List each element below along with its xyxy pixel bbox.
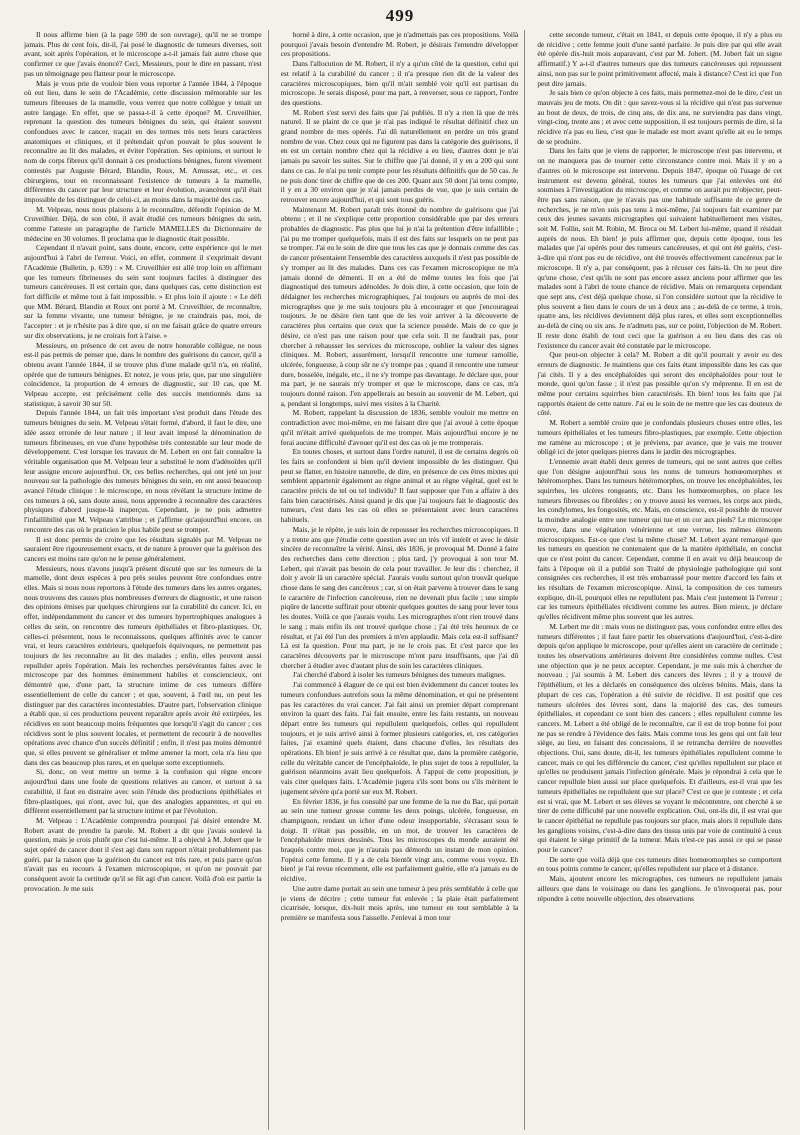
paragraph: En février 1836, je fus consulté par une femme de la rue du Bac, qui portait au sein une tumeur grosse comme les deux poings, ulcérée, fongueuse, en champignon, rendant un ichor d'une odeur insupportable, s'écrasant sous le doigt. Il n'était pas possible, en un mot, de trouver les caractères de l'encéphaloïde mieux dessinés. Tous les microscopes du monde auraient été braqués contre moi, que je n'aurais pas démordu un instant de mon opinion. J'opérai cette femme. Il y a de cela bientôt vingt ans, comme vous voyez. Eh bien! je l'ai revue récemment, elle est parfaitement guérie, elle n'a jamais eu de récidive. (280, 796, 519, 884)
paragraph: Mais, je le répète, je suis loin de repousser les recherches microscopiques. Il y a trente ans que j'étudie cette question avec un très vif intérêt et avec le désir sincère de reconnaître la vérité. Ainsi, dès 1836, je provoquai M. Donné à faire des recherches dans cette direction ; plus tard, j'y provoquai à son tour M. Lebert, qui n'avait pas besoin de cela pour travailler. Je leur dis : cherchez, il doit y avoir là un caractère spécial. J'aurais voulu surtout qu'on trouvât quelque chose dans le sang des cancéreux ; car, si on était parvenu à trouver dans le sang le caractère de l'infection cancéreuse, rien ne devenait plus facile ; une simple piqûre de lancette suffirait pour obtenir quelques gouttes de sang pour lever tous les doutes. Voilà ce que j'aurais voulu. Les micrographes n'ont rien trouvé dans le sang ; mais enfin ils ont trouvé quelque chose ; j'ai été très heureux de ce résultat, et j'ai été l'un des premiers à m'en applaudir. Mais cela est-il suffisant? Là est la question. Pour ma part, je ne le crois pas. Et c'est parce que les caractères découverts par le microscope m'ont paru insuffisants, que j'ai dû chercher à étudier avec d'autant plus de soin les caractères cliniques. (280, 524, 519, 670)
paragraph: De sorte que voilà déjà que ces tumeurs dites homœomorphes se comportent en tous points comme le cancer, qu'elles repullulent sur place et à distance. (537, 854, 782, 874)
paragraph: Que peut-on objecter à cela? M. Robert a dit qu'il pourrait y avoir eu des erreurs de diagnostic. Je maintiens que ces faits étant impossible dans les cas que j'ai cités. Il y a des encéphaloïdes qui seront des encéphaloïdes pour tout le monde, quoi qu'on fasse ; il n'est pas possible qu'on s'y méprenne. Il en est de même pour certains squirrhes bien caractérisés. Eh bien! tous les faits que j'ai rapportés étaient de cette nature. J'ai eu le soin de ne mettre que les cas douteux de côté. (537, 350, 782, 418)
paragraph: Il nous affirme bien (à la page 590 de son ouvrage), qu'il ne se trompe jamais. Plus de cent fois, dit-il, j'ai posé le diagnostic de tumeurs diverses, soit avant, soit après l'opération, et le microscope a-t-il jamais fait autre chose que confirmer ce que j'avais énoncé? Ceci, Messieurs, pour le dire en passant, n'est pas un témoignage peu flatteur pour le microscope. (24, 30, 262, 78)
paragraph: M. Lebert me dit : mais vous ne distinguez pas, vous confondez entre elles des tumeurs différentes ; il faut faire partir les observations d'aujourd'hui, c'est-à-dire depuis qu'on applique le microscope, pour qu'elles aient un caractère de certitude ; toutes les observations antérieures doivent être considérées comme nulles. C'est une objection que je ne peux accepter. Cependant, je me suis mis à chercher de nouveau ; j'ai soumis à M. Lebert des cancers des lèvres ; il y a trouvé de l'épithélium, et les a déclarés en conséquence des ulcères bénins. Mais, dans la plupart de ces cas, l'opération a été suivie de récidive. Il est positif que ces tumeurs ulcérées des lèvres sont, dans la majorité des cas, des tumeurs épithéliales, et cependant ce sont bien des cancers ; elles repullulent comme les cancers. M. Lebert a été obligé de le reconnaître, car il est de trop bonne foi pour ne pas se rendre à l'évidence des faits. Mais comme tous les gens qui ont fait leur siège, au lieu, en faisant des concessions, il se retrancha derrière de nouvelles objections. Oui, sans doute, dit-il, les tumeurs épithéliales repullulent comme le cancer, mais ce qui les différencie du cancer, c'est qu'elles repullulent sur place et qu'elles ne produisent jamais l'infection générale. Mais je répondrai à cela que le cancer repullule bien aussi sur place quelquefois. Et d'ailleurs, est-il vrai que les tumeurs épithéliales ne repullulent que sur place? C'est ce que je conteste ; et cela est si vrai, que M. Lebert et ses élèves se voyant le mécontentre, ont cherché à se tirer de cette difficulté par une nouvelle explication. Oui, ont-ils dit, il est vrai que le cancer épithélial ne repullule pas toujours sur place, mais alors il repullule dans les ganglions voisins, c'est-à-dire dans des tissus unis par voie de continuité à ceux qui étaient le siège primitif de la tumeur. Mais n'est-ce pas aussi ce qui se passe pour le cancer? (537, 621, 782, 855)
paragraph: cette seconde tumeur, c'était en 1841, et depuis cette époque, il n'y a plus eu de récidive ; cette femme jouit d'une santé parfaite. Je puis dire par qui elle avait été opérée dix-huit mois auparavant, c'est par M. Jobert. (M. Jobert fait un signe affirmatif.) Y a-t-il d'autres tumeurs que des tumeurs cancéreuses qui repoussent ainsi, non pas sur le point primitivement affecté, mais à distance? C'est ici que l'on peut dire jamais. (537, 30, 782, 88)
text-columns (24, 30, 782, 1130)
column-left (24, 30, 269, 1130)
paragraph: M. Robert s'est servi des faits que j'ai publiés. Il n'y a rien là que de très naturel. Il se plaint de ce que je n'ai pas indiqué le résultat définitif chez un grand nombre de mes opérés. J'ai dû naturellement en perdre un très grand nombre de vue. Chez ceux qui ne figurent pas dans la catégorie des guérisons, il en est un certain nombre chez qui la récidive a eu lieu, d'autres dont je n'ai jamais pu savoir les suites. Sur le chiffre que j'ai donné, il y en a 200 qui sont dans ce cas. Je n'ai pu tenir compte pour les résultats définitifs que de 50 cas. Je ne puis donc tirer de chiffre que de ces 200. Quant aux 50 dont j'ai tenu compte, il y en a 30 environ que je n'ai jamais perdus de vue, que je suis certain de retrouver encore aujourd'hui, et qui sont tous guéris. (280, 107, 519, 204)
page-number: 499 (385, 6, 415, 25)
paragraph: M. Robert, rappelant la discussion de 1836, semble vouloir me mettre en contradiction avec moi-même, en me faisant dire que j'ai avoué à cette époque qu'il m'était arrivé quelquefois de me tromper. Mais aujourd'hui encore je ne ferai aucune difficulté d'avouer qu'il est des cas où je me tromperais. (280, 408, 519, 447)
column-right (537, 30, 782, 1130)
paragraph: En toutes choses, et surtout dans l'ordre naturel, il est de certains degrés où les faits se confondent si bien qu'il devient impossible de les distinguer. Qui peut se flatter, en histoire naturelle, de dire, en présence de ces êtres mixtes qui semblent appartenir également au règne animal et au règne végétal, quel est le caractère précis de tel ou tel individu? Il faut supposer que l'on a affaire à des faits bien caractérisés. Ainsi quand je dis que j'ai toujours fait le diagnostic des tumeurs, c'est dans les cas où elles se présentaient avec leurs caractères habituels. (280, 447, 519, 525)
paragraph: Dans l'allocution de M. Robert, il n'y a qu'un côté de la question, celui qui est relatif à la curabilité du cancer ; il n'a presque rien dit de la valeur des caractères microscopiques, bien qu'il m'ait semblé voir qu'il est partisan du microscope. Je serais disposé, pour ma part, à renverser, sous ce rapport, l'ordre des questions. (280, 59, 519, 107)
paragraph: Si, donc, on veut mettre un terme à la confusion qui règne encore aujourd'hui dans une foule de questions relatives au cancer, et surtout à sa curabilité, il faut en distraire avec soin l'étude des productions épithéliales et fibro-plastiques, qui n'ont, avec lui, que des analogies apparentes, et qui en diffèrent essentiellement par la structure intime et par l'évolution. (24, 767, 262, 816)
paragraph: Depuis l'année 1844, un fait très important s'est produit dans l'étude des tumeurs bénignes du sein. M. Velpeau s'était formé, d'abord, il faut le dire, une idée assez erronée de leur nature ; il leur avait imposé la dénomination de tumeurs fibrineuses, en vue d'une hypothèse très contestable sur leur mode de développement. C'est lorsque les travaux de M. Lebert en ont fait connaître la véritable organisation que M. Velpeau leur a substitué le nom d'adénoïdes qu'il leur assigne encore aujourd'hui. Or, ces belles recherches, qui ont jeté un jour nouveau sur la pathologie des tumeurs bénignes du sein, en ont aussi beaucoup avancé l'étude clinique : le microscope, en nous révélant la structure intime de ces tumeurs à où, sans doute aussi, nous apprendre à reconnaître des caractères physiques d'abord jusque-là inaperçus. Cependant, je ne puis admettre l'infaillibilité que M. Velpeau s'attribue ; et j'affirme qu'aujourd'hui encore, on rencontre des cas où le praticien le plus habile peut se tromper. (24, 408, 262, 534)
paragraph: M. Velpeau : L'Académie comprendra pourquoi j'ai désiré entendre M. Robert avant de prendre la parole. M. Robert a dit que j'avais soulevé la question, mais je crois plutôt que c'est lui-même. Il a objecté à M. Jobert que le sujet opéré de cancer dont il s'est agi dans son rapport n'était probablement pas guéri, par la raison que la guérison du cancer est très rare, et puis parce qu'on n'avait pas eu recours à l'examen microscopique, et qu'on ne pouvait par conséquent avoir la certitude qu'il se fût agi d'un cancer. Voilà d'où est partie la provocation. Je me suis (24, 815, 262, 893)
paragraph: Maintenant M. Robert paraît très étonné du nombre de guérisons que j'ai obtenu ; et il ne s'explique cette proportion considérable que par des erreurs probables de diagnostic. Pas plus que lui je n'ai la prétention d'être infaillible ; j'ai pu me tromper quelquefois, mais il est des faits sur lesquels on ne peut pas se tromper. J'ai eu le soin de dire que tous les cas que je donnais comme des cas de cancer présentaient l'ensemble des caractères auxquels il n'est pas possible de s'y tromper au lit des malades. Dans ces cas l'examen microscopique ne m'a jamais donné de démenti. Il en a été de même toutes les fois que j'ai diagnostiqué des tumeurs adénoïdes. Je dois dire, à cette occasion, que loin de dédaigner les recherches micrographiques, j'ai toujours eu auprès de moi des micrographes que je me suis toujours plu à encourager et que j'encourageai toujours. Je ne désire rien tant que de les voir arriver à la découverte de caractères plus certains que ceux que la science possède. Mais de ce que je désire, ce n'est pas une raison pour que cela soit. Il ne faudrait pas, pour chercher à rehausser les services du microscope, oublier la valeur des signes cliniques. M. Robert, assurément, lorsqu'il rencontre une tumeur ramollie, ulcérée, fongueuse, à coup sûr ne s'y trompe pas ; quand il rencontre une tumeur dure, bosselée, inégale, etc., il ne s'y trompe pas davantage. Je déclare que, pour ma part, je ne saurais m'y tromper et que le microscope, dans ce cas, m'a toujours donné raison. J'en appellerais au besoin au souvenir de M. Lebert, qui a, pendant si longtemps, suivi mes visites à la Charité. (280, 204, 519, 408)
paragraph: L'ennemie avait établi deux genres de tumeurs, qui ne sont autres que celles que l'on désigne aujourd'hui sous les noms de tumeurs homœomorphes et hétéromorphes. Dans les tumeurs hétéromorphes, on trouve les encéphaloïdes, les squirrhes, les ulcères rongeants, etc. Dans les homœomorphes, on place les tumeurs fibreuses ou fibroïdes ; on y trouve aussi les verrues, les corps aux pieds, les condylomes, les fongosités, etc. Mais, en conscience, est-il possible de trouver la moindre analogie entre une tumeur qui tue et un cor aux pieds? Le microscope trouve, dans une végétation vénérienne et une verrue, les mêmes éléments microscopiques. Est-ce que c'est la même chose? M. Lebert ayant remarqué que les tumeurs en question ne contenaient que de la matière épithéliale, en conclut que ce n'est point du cancer. Cependant, comme il en avait vu déjà beaucoup de faits à l'époque où il a publié son Traité de physiologie pathologique qui sont consignées ces recherches, il est très embarrassé pour mettre d'accord les faits et les résultats de l'examen microscopique. Ainsi, la composition de ces tumeurs explique, dit-il, pourquoi elles ne repullulent pas. Mais c'est justement là l'erreur ; car les tumeurs épithéliales récidivent comme les autres. Bien mieux, je déclare qu'elles récidivent même plus souvent que les autres. (537, 456, 782, 622)
paragraph: Messieurs, nous n'avons jusqu'à présent discuté que sur les tumeurs de la mamelle, dont deux espèces à peu près seules peuvent être confondues entre elles. Mais si nous nous reportons à l'étude des tumeurs dans les autres organes, nous trouvons des causes plus nombreuses d'erreurs de diagnostic, et une raison des opinions émises par quelques chirurgiens sur la curabilité du cancer. Ici, en effet, indépendamment du cancer et des tumeurs hypertrophiques analogues à celles du sein, on rencontre des tumeurs épithéliales et fibro-plastiques. Or, celles-ci présentent, nous le reconnaissons, quelques affinités avec le cancer vrai, et leurs caractères extérieurs, quelquefois équivoques, ne permettent pas toujours de les reconnaître au lit des malades ; enfin, elles peuvent aussi repulluler après l'opération. Mais les recherches persévérantes faites avec le microscope par des hommes éminemment habiles et consciencieux, ont démontré que, d'une part, la structure intime de ces tumeurs diffère essentiellement de celle du cancer ; et que, souvent, à l'œil nu, on peut les distinguer par des caractères incontestables. D'autre part, l'observation clinique a établi que, si ces productions peuvent reparaître après avoir été extirpées, les récidives en sont beaucoup moins fréquentes que lorsqu'il s'agit du cancer ; ces récidives sont le plus souvent locales, et permettent de recourir à de nouvelles opérations avec chance d'un succès définitif ; enfin, il n'est pas moins démontré que, si elles peuvent se généraliser et même amener la mort, cela n'a lieu que dans des cas beaucoup plus rares, et en quelque sorte exceptionnels. (24, 563, 262, 767)
paragraph: J'ai commencé à élaguer de ce qui est bien évidemment du cancer toutes les tumeurs confondues autrefois sous la même dénomination, et qui ne présentent pas les caractères du vrai cancer. J'ai fait ainsi un premier départ comprenant environ la quart des faits. J'ai fait ensuite, entre les faits restants, un nouveau départ entre les tumeurs qui repullulent quelquefois, celles qui repullulent toujours, et je suis arrivé ainsi à former plusieurs catégories, et, ces catégories faites, j'ai examiné quels étaient, dans chacune d'elles, les résultats des opérations. Eh bien! je suis arrivé à ce résultat que, dans la première catégorie, celle du véritable cancer de l'encéphaloïde, le plus sujet de tous à repulluler, la guérison néanmoins avait lieu quelquefois. À l'appui de cette proposition, je vais citer quelques faits. L'Académie jugera s'ils sont bons ou s'ils méritent le jugement sévère qu'a porté sur eux M. Robert. (280, 680, 519, 796)
paragraph: Messieurs, en présence de cet aveu de notre honorable collègue, ne nous est-il pas permis de penser que, dans le nombre des guérisons du cancer, qu'il a obtenu avant l'année 1844, il se trouve plus d'une malade qu'il n'a, en réalité, opérée que de tumeurs bénignes. Et notez, je vous prie, que, par une singulière coïncidence, la proportion de 4 erreurs de diagnostic, sur 10 cas, que M. Velpeau accepte, est précisément celle des succès mentionnés dans sa statistique, à savoir 30 sur 50. (24, 340, 262, 408)
paragraph: Mais je vous prie de vouloir bien vous reporter à l'année 1844, à l'époque où eut lieu, dans le sein de l'Académie, cette discussion mémorable sur les tumeurs fibreuses de la mamelle, vous verrez que notre collègue y tenait un autre langage. En effet, que se passa-t-il à cette époque? M. Cruveilhier, reprenant la question des tumeurs bénignes du sein, qui étaient souvent confondues avec le cancer, traçait en des termes très nets leurs caractères anatomiques et cliniques, et il prétendait qu'on pouvait le plus souvent le reconnaître au lit des malades, et éviter l'opération. Ses opinions, et surtout le nom de corps fibreux qu'il donnait à ces productions bénignes, furent vivement contestés par Auguste Bérard, Blandin, Roux, M. Amussat, etc., et ces chirurgiens, tout en reconnaissant l'existence de tumeurs à la mamelle, différentes du cancer par leur structure et leur évolution, avancèrent qu'il était impossible de les distinguer de celui-ci, au moins dans la majorité des cas. (24, 78, 262, 204)
paragraph: Dans les faits que je viens de rapporter, le microscope n'est pas intervenu, et on ne manquera pas de tourner cette circonstance contre moi. Mais il y en a d'autres où le microscope est intervenu. Depuis 1847, époque où l'usage de cet instrument est devenu général, toutes les tumeurs que j'ai enlevées ont été soumises à l'investigation du microscope, et comme on aurait pu m'objecter, peut-être pas sans raison, que je n'avais pas une habitude suffisante de ce genre de recherches, je ne m'en suis pas tenu à moi-même, j'ai toujours fait examiner par ceux des jeunes savants micrographes qui suivaient habituellement mes visites, soit M. Follin, soit M. Robin, M. Broca ou M. Lebert lui-même, quand il résidait auprès de nous. Eh bien! je puis affirmer que, depuis cette époque, tous les malades que j'ai opérés pour des tumeurs cancéreuses, et qui ont été guéris, c'est-à-dire qui n'ont pas eu de récidive, ont été trouvés effectivement cancéreux par le microscope. Il n'y a, par conséquent, pas à récuser ces faits-là. On ne peut dire qu'une chose, c'est qu'ils ne sont pas encore assez anciens pour affirmer que les malades sont à l'abri de toute chance de récidive. Mais on remarquera cependant que sept ans, c'est déjà quelque chose, si l'on considère surtout que la récidive le plus souvent a lieu dans le cours de un à deux ans ; au-delà de ce terme, à trois, quatre ans, les récidives deviennent déjà plus rares, et elles sont exceptionnelles au-delà de cinq ou six ans. Je n'admets pas, sur ce point, l'objection de M. Robert. Il reste donc établi de tout ceci que la guérison a eu lieu dans des cas où l'existence du cancer avait été constatée par le microscope. (537, 146, 782, 350)
paragraph: Une autre dame portait au sein une tumeur à peu près semblable à celle que je viens de décrire ; cette tumeur fut enlevée ; la plaie était parfaitement cicatrisée, lorsque, dix-huit mois après, une tumeur en tout semblable à la première se manifesta sous l'aisselle. J'enlevai à mon tour (280, 883, 519, 922)
paragraph: borné à dire, à cette occasion, que je n'admettais pas ces propositions. Voilà pourquoi j'avais besoin d'entendre M. Robert, je désirais l'entendre développer ces propositions. (280, 30, 519, 59)
paragraph: M. Velpeau, nous nous plaisons à le reconnaître, défendit l'opinion de M. Cruveilhier. Déjà, de son côté, il avait étudié ces tumeurs bénignes du sein, comme l'atteste un paragraphe de l'article MAMELLES du Dictionnaire de médecine en 30 volumes. Il proclama que le diagnostic était possible. (24, 204, 262, 243)
paragraph: Je sais bien ce qu'on objecte à ces faits, mais permettez-moi de le dire, c'est un mauvais jeu de mots. On dit : que savez-vous si la récidive qui n'est pas survenue au bout de deux, de trois, de cinq ans, de dix ans, ne surviendra pas dans vingt, vingt-cinq, trente ans ; et avec cette supposition, il est toujours permis de dire, si la récidive n'a pas eu lieu, c'est que le malade est mort avant qu'elle ait eu le temps de se produire. (537, 88, 782, 146)
paragraph: Cependant il n'avait point, sans doute, encore, cette expérience qui le met aujourd'hui à l'abri de l'erreur. Voici, en effet, comment il s'exprimait devant l'Académie (Bulletin, p. 639) : « M. Cruveilhier est allé trop loin en affirmant que les tumeurs fibrineuses du sein sont toujours faciles à distinguer des tumeurs cancéreuses. Il est certain que, dans quelques cas, cette distinction est fort difficile et même tout à fait impossible. » Et plus loin il ajoute : « Le défi que MM. Bérard, Blandin et Roux ont porté à M. Cruveilhier, de reconnaître, sur la femme vivante, une tumeur bénigne, je ne craindrais pas, moi, de l'accepter : et je n'hésite pas à dire que, si on me faisait grâce de quatre erreurs sur dix observations, je ne croirais fort à l'aise. » (24, 243, 262, 340)
paragraph: Il est donc permis de croire que les résultats signalés par M. Velpeau ne sauraient être rigoureusement exacts, et de nature à prouver que la guérison des cancers est moins rare qu'on ne le pense généralement. (24, 534, 262, 563)
paragraph: M. Robert a semblé croire que je confondais plusieurs choses entre elles, les tumeurs épithéliales et les tumeurs fibro-plastiques, par exemple. Cette objection me ramène au microscope ; et je préviens, par avance, que je vais me trouver obligé ici de jeter quelques pierres dans le jardin des micrographes. (537, 418, 782, 457)
paragraph: J'ai cherché d'abord à isoler les tumeurs bénignes des tumeurs malignes. (292, 670, 506, 680)
column-middle (281, 30, 526, 1130)
paragraph: Mais, ajoutent encore les micrographes, ces tumeurs ne repullulent jamais ailleurs que dans le voisinage ou dans les ganglions. Je n'invoquerai pas, pour répondre à cette nouvelle objection, des observations (537, 874, 782, 903)
